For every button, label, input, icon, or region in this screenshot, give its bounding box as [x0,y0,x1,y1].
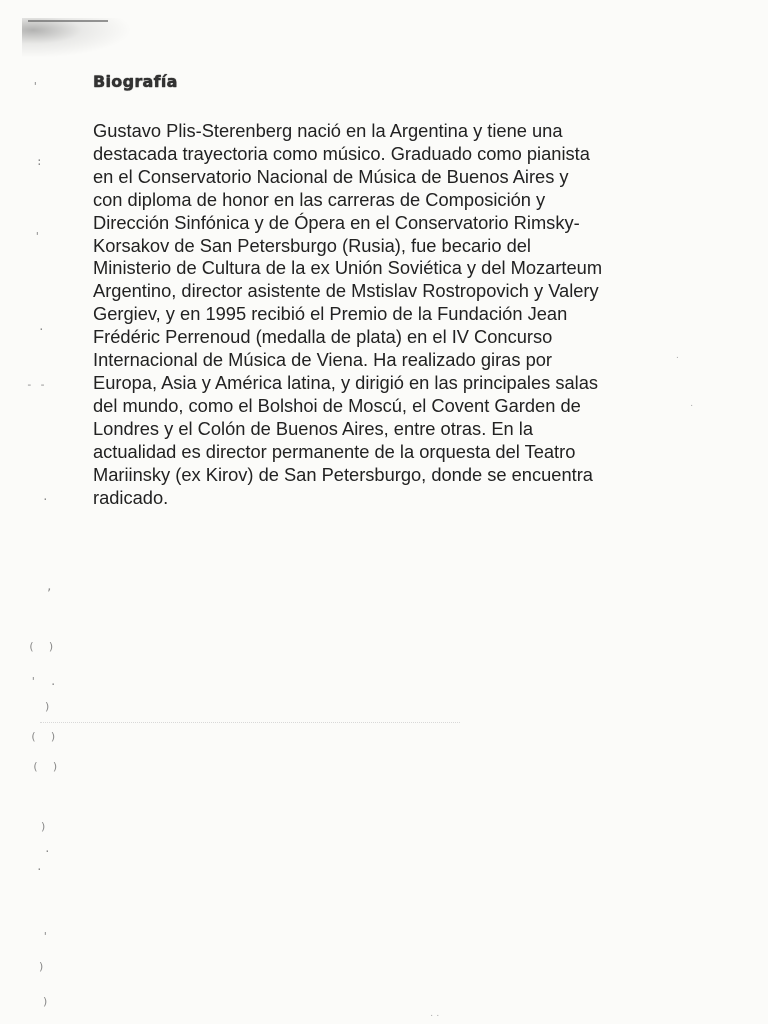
text-line: del mundo, como el Bolshoi de Moscú, el Covent Garden de [93,394,581,416]
scan-speck: · · [430,1010,440,1021]
text-line: Ministerio de Cultura de la ex Unión Soviética y del Mozarteum [93,257,603,279]
document-heading: Biografía [93,72,178,91]
text-line: Mariinsky (ex Kirov) de San Petersburgo, donde se encuentra [93,463,593,485]
text-line: Gergiev, y en 1995 recibió el Premio de la Fundación Jean [93,303,568,325]
scan-artifact-line [28,20,108,22]
text-line: actualidad es director permanente de la orquesta del Teatro [93,440,576,462]
text-line: Internacional de Música de Viena. Ha realizado giras por [93,349,552,371]
text-line: Gustavo Plis-Sterenberg nació en la Argentina y tiene una [93,120,563,141]
text-line: radicado. [93,486,169,508]
text-line: Europa, Asia y América latina, y dirigió en las principales salas [93,371,599,393]
text-line: en el Conservatorio Nacional de Música de Buenos Aires y [93,165,569,187]
text-line: con diploma de honor en las carreras de Composición y [93,188,546,210]
text-line: Londres y el Colón de Buenos Aires, entre otras. En la [93,417,534,439]
scan-speck: · [690,400,694,411]
text-line: Frédéric Perrenoud (medalla de plata) en el IV Concurso [93,326,553,348]
binding-margin-marks: ' : ' . - - . , ( ) ' . ) ( ) ( ) ) · . ' ) ) [26,80,59,1008]
text-line: Dirección Sinfónica y de Ópera en el Conservatorio Rimsky- [93,211,580,233]
text-line: Argentino, director asistente de Mstislav Rostropovich y Valery [93,280,599,302]
scan-artifact-faint-line [40,722,460,724]
scan-speck: . [676,350,679,361]
biography-paragraph [93,120,743,509]
text-line: destacada trayectoria como músico. Graduado como pianista [93,142,590,164]
text-line: Korsakov de San Petersburgo (Rusia), fue becario del [93,234,531,256]
scan-artifact-corner [22,18,132,58]
